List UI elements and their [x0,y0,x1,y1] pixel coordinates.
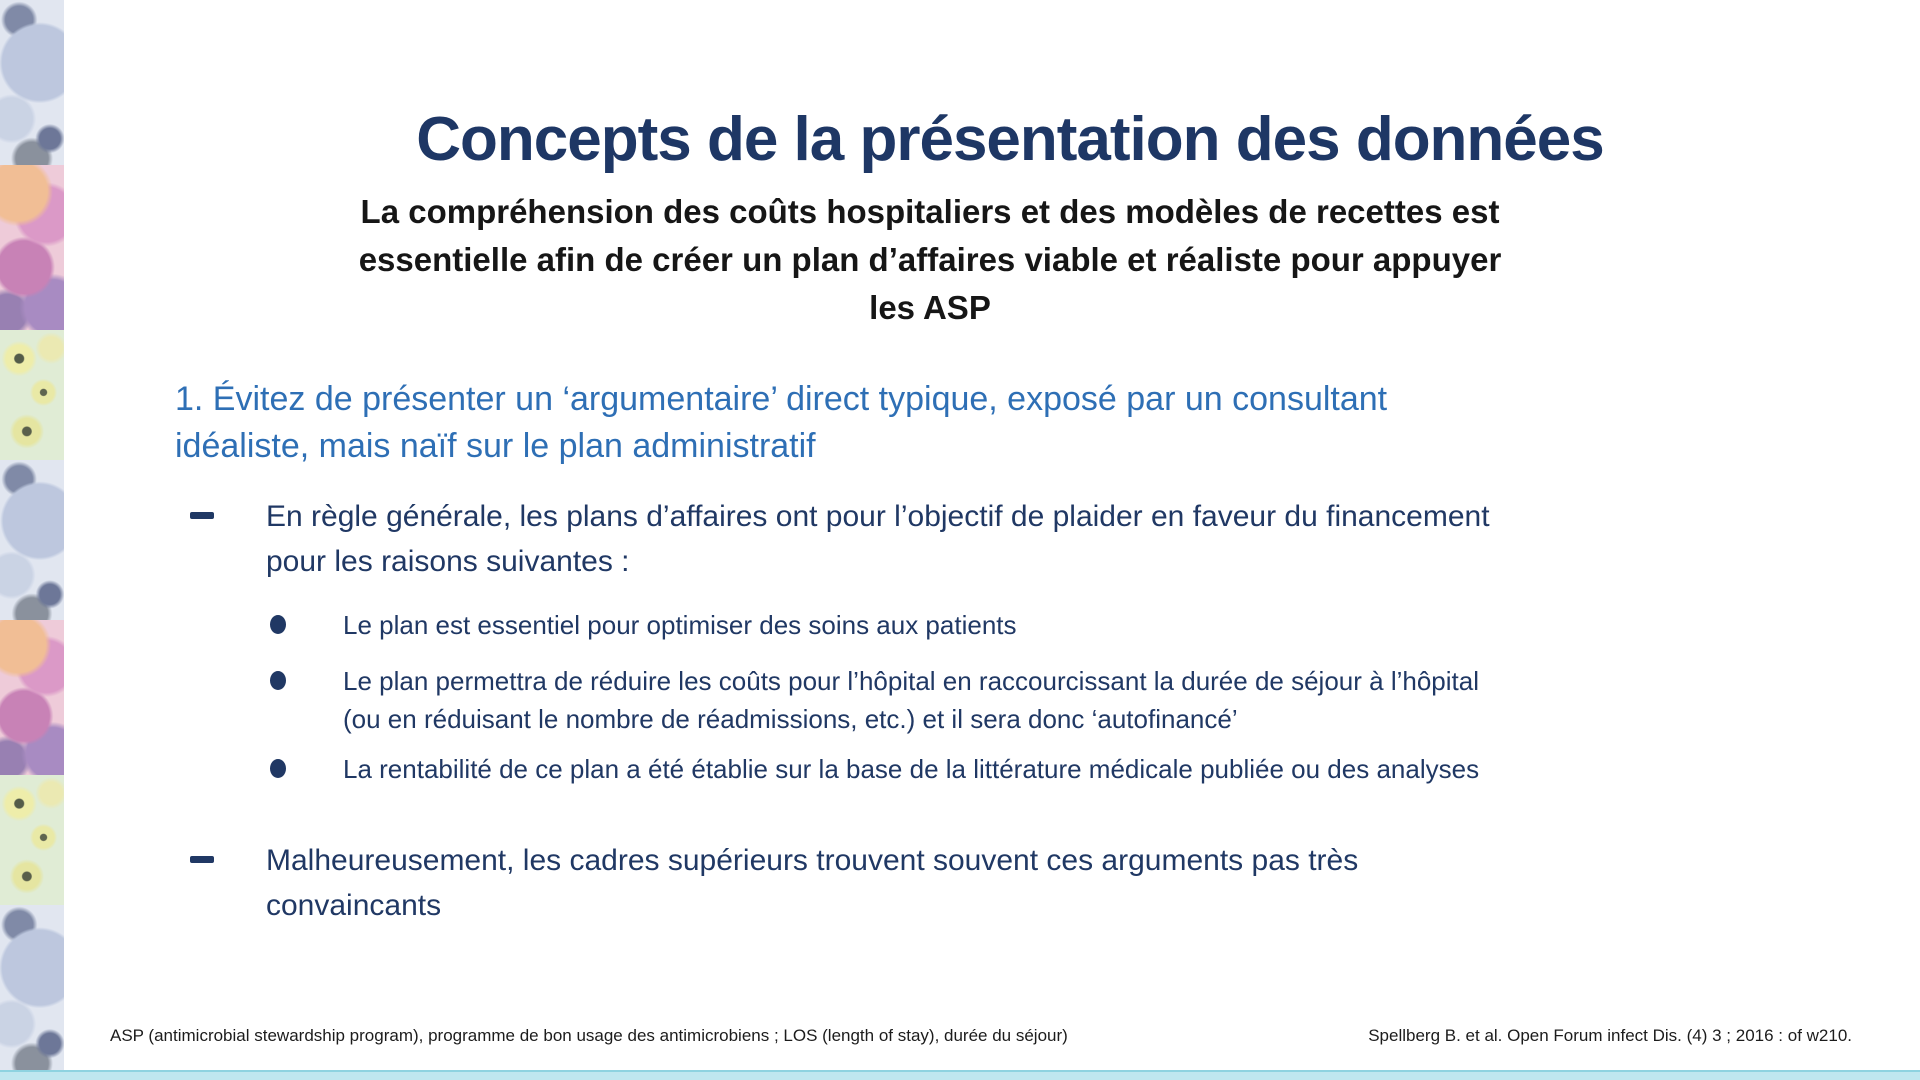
bullet-text-line: convaincants [266,889,442,922]
sidebar-micrograph-strip [0,0,64,1070]
micrograph-blue-cells-image [0,905,64,1070]
micrograph-green-colonies-image [0,330,64,460]
sub-bullet-text-line: (ou en réduisant le nombre de réadmissions, etc.) et il sera donc ‘autofinancé’ [343,704,1238,734]
sub-bullet-text [343,750,1479,788]
micrograph-pink-tissue-image [0,165,64,330]
dash-bullet-icon [190,512,214,519]
bullet-item [190,838,1840,928]
bullet-text-line: Malheureusement, les cadres supérieurs trouvent souvent ces arguments pas très [266,844,1359,877]
slide-subtitle [130,188,1730,332]
abbreviation-footnote: ASP (antimicrobial stewardship program), programme de bon usage des antimicrobiens ; LOS (length of stay), durée du séjour) [110,1026,1068,1045]
slide-footer [110,1026,1852,1046]
sub-bullet-text [343,662,1479,738]
sub-bullet-item [270,662,1800,738]
slide-title: Concepts de la présentation des données [416,104,1604,174]
micrograph-blue-cells-image [0,460,64,620]
dash-bullet-icon [190,856,214,863]
sub-bullet-text-line: Le plan est essentiel pour optimiser des soins aux patients [343,610,1017,640]
bullet-item [190,494,1840,584]
bullet-text [266,838,1358,928]
dot-bullet-icon [270,615,286,634]
subtitle-line: La compréhension des coûts hospitaliers et des modèles de recettes est [360,193,1500,230]
micrograph-pink-tissue-image [0,620,64,775]
dot-bullet-icon [270,759,286,778]
bottom-accent-bar [0,1070,1920,1080]
micrograph-green-colonies-image [0,775,64,905]
bullet-text-line: pour les raisons suivantes : [266,545,630,578]
micrograph-blue-cells-image [0,0,64,165]
section-heading-line: 1. Évitez de présenter un ‘argumentaire’ direct typique, exposé par un consultant [175,380,1388,418]
dot-bullet-icon [270,671,286,690]
subtitle-line: les ASP [869,289,991,326]
section-heading [175,376,1820,470]
sub-bullet-item [270,606,1800,644]
subtitle-line: essentielle afin de créer un plan d’affaires viable et réaliste pour appuyer [358,241,1502,278]
reference-citation: Spellberg B. et al. Open Forum infect Dis. (4) 3 ; 2016 : of w210. [1368,1026,1852,1045]
section-heading-line: idéaliste, mais naïf sur le plan administratif [175,427,816,465]
sub-bullet-text-line: Le plan permettra de réduire les coûts pour l’hôpital en raccourcissant la durée de séjour à l’hôpital [343,666,1479,696]
sub-bullet-item [270,750,1800,788]
sub-bullet-text-line: La rentabilité de ce plan a été établie sur la base de la littérature médicale publiée ou des analyses [343,754,1480,784]
bullet-text-line: En règle générale, les plans d’affaires ont pour l’objectif de plaider en faveur du financement [266,500,1490,533]
sub-bullet-text [343,606,1017,644]
bullet-text [266,494,1490,584]
